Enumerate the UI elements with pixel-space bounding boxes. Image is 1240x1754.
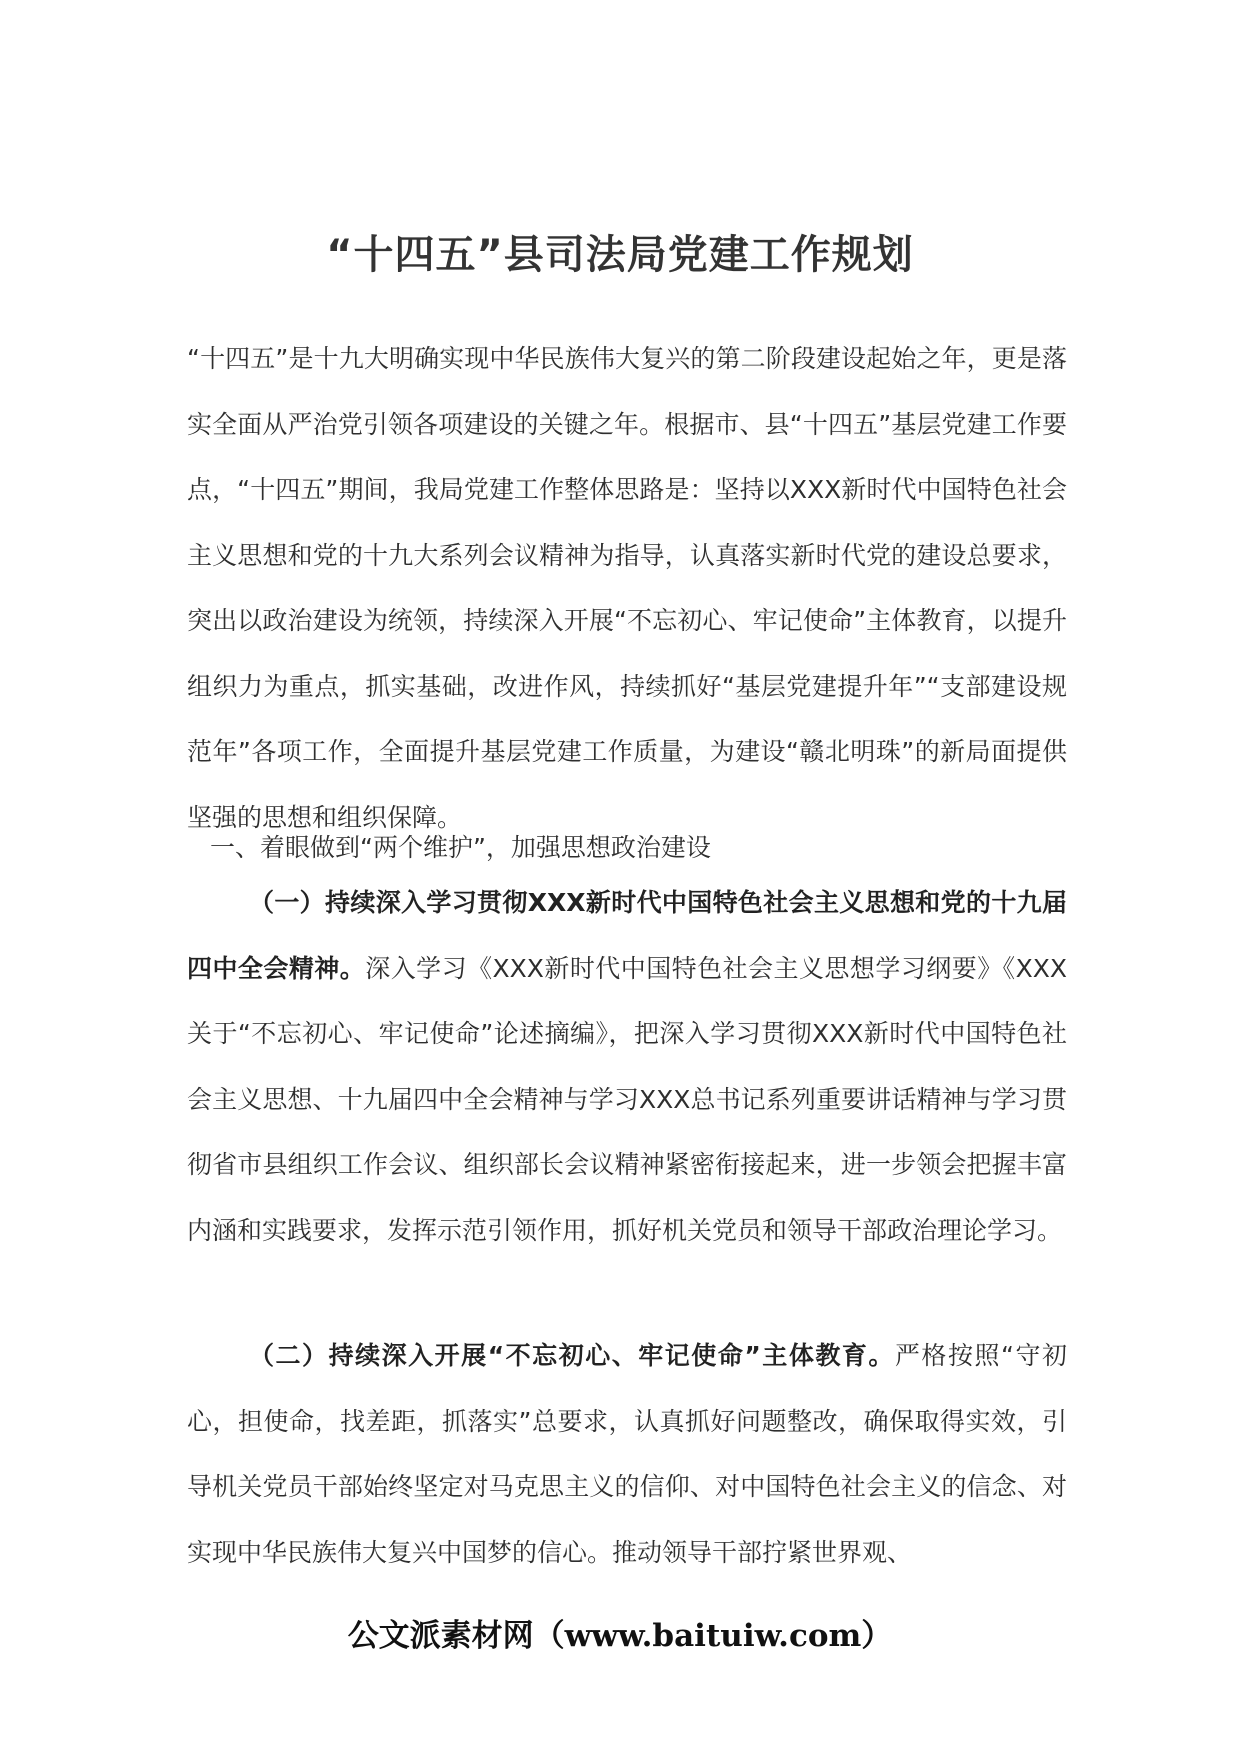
item-lead-2: （二）持续深入开展“不忘初心、牢记使命”主体教育。 xyxy=(249,1341,895,1370)
document-title: “十四五”县司法局党建工作规划 xyxy=(326,231,914,278)
item-text-1: 深入学习《XXX新时代中国特色社会主义思想学习纲要》《XXX关于“不忘初心、牢记使命”论述摘编》，把深入学习贯彻XXX新时代中国特色社会主义思想、十九届四中全会精神与学习XXX总书记系列重要讲话精神与学习贯彻省市县组织工作会议、组织部长会议精神紧密衔接起来，进一步领会把握丰富内涵和实践要求，发挥示范引领作用，抓好机关党员和领导干部政治理论学习。 xyxy=(187,953,1067,1245)
item-lead-1: （一）持续深入学习贯彻XXX新时代中国特色社会主义思想和党的十九届四中全会精神。 xyxy=(187,888,1067,983)
item-paragraph-2 xyxy=(187,1323,1067,1585)
footer-watermark: 公文派素材网（www.baituiw.com） xyxy=(347,1618,893,1654)
item-text-2: 严格按照“守初心，担使命，找差距，抓落实”总要求，认真抓好问题整改，确保取得实效，引导机关党员干部始终坚定对马克思主义的信仰、对中国特色社会主义的信念、对实现中华民族伟大复兴中国梦的信心。推动领导干部拧紧世界观、 xyxy=(187,1341,1067,1567)
section-heading: 一、着眼做到“两个维护”，加强思想政治建设 xyxy=(210,833,711,862)
item-paragraph-1 xyxy=(187,870,1067,1263)
intro-paragraph: “十四五”是十九大明确实现中华民族伟大复兴的第二阶段建设起始之年，更是落实全面从严治党引领各项建设的关键之年。根据市、县“十四五”基层党建工作要点，“十四五”期间，我局党建工作整体思路是：坚持以XXX新时代中国特色社会主义思想和党的十九大系列会议精神为指导，认真落实新时代党的建设总要求，突出以政治建设为统领，持续深入开展“不忘初心、牢记使命”主体教育，以提升组织力为重点，抓实基础，改进作风，持续抓好“基层党建提升年”“支部建设规范年”各项工作，全面提升基层党建工作质量，为建设“赣北明珠”的新局面提供坚强的思想和组织保障。 xyxy=(187,344,1067,832)
